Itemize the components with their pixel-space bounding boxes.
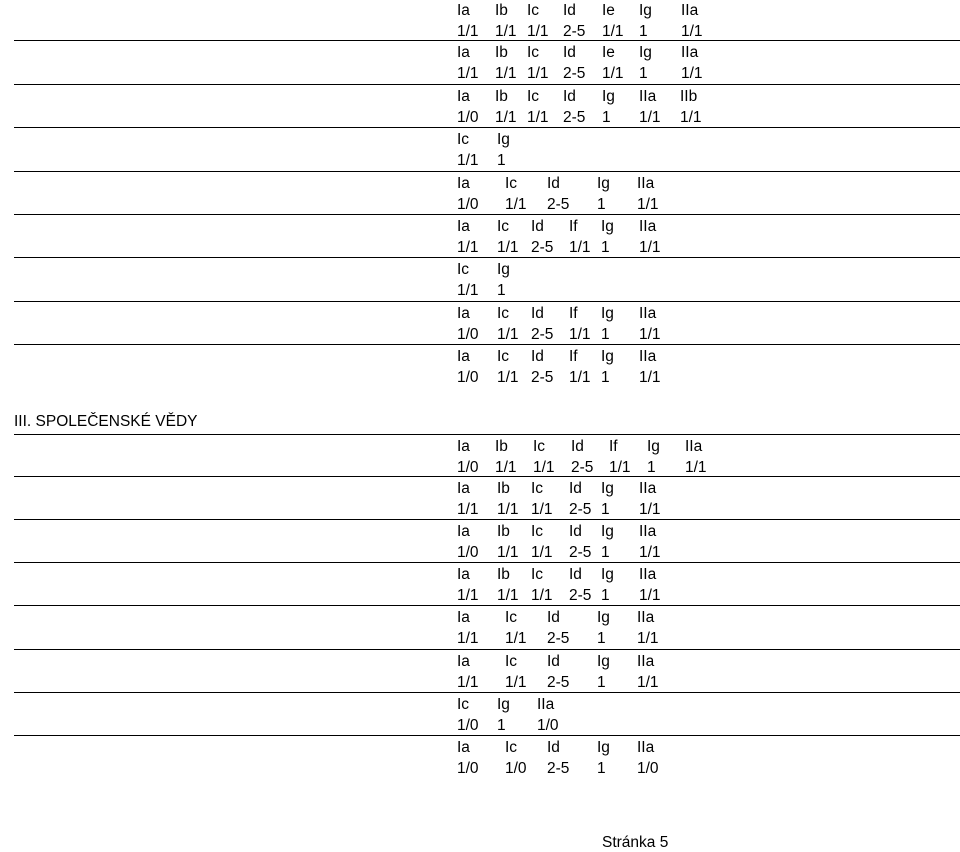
study-form-code: Id bbox=[569, 523, 582, 540]
study-form-values bbox=[0, 585, 960, 606]
study-form-code: Ig bbox=[601, 480, 614, 497]
row-divider bbox=[14, 344, 960, 345]
study-form-value: 1/1 bbox=[685, 459, 707, 476]
study-form-code: Id bbox=[547, 609, 560, 626]
study-form-value: 2-5 bbox=[563, 109, 586, 126]
study-form-code: Id bbox=[531, 305, 544, 322]
study-form-value: 1 bbox=[597, 674, 606, 691]
study-form-values bbox=[0, 63, 960, 84]
study-form-code: Ib bbox=[495, 88, 508, 105]
study-form-value: 1/1 bbox=[569, 326, 591, 343]
study-forms bbox=[0, 129, 960, 150]
study-form-value: 1/1 bbox=[505, 196, 527, 213]
study-form-code: IIa bbox=[639, 305, 657, 322]
study-form-value: 1/0 bbox=[457, 544, 479, 561]
study-form-value: 1/1 bbox=[569, 239, 591, 256]
study-form-code: If bbox=[569, 305, 578, 322]
study-form-values bbox=[0, 21, 960, 42]
study-form-code: IIb bbox=[680, 88, 698, 105]
study-form-value: 1/1 bbox=[457, 587, 479, 604]
study-form-code: Ig bbox=[639, 2, 652, 19]
study-forms bbox=[0, 0, 960, 21]
section-heading: III. SPOLEČENSKÉ VĚDY bbox=[14, 413, 198, 430]
study-form-code: Ia bbox=[457, 480, 470, 497]
study-form-value: 2-5 bbox=[571, 459, 594, 476]
study-form-code: IIa bbox=[637, 609, 655, 626]
study-form-value: 1/1 bbox=[495, 109, 517, 126]
study-form-value: 1/0 bbox=[457, 369, 479, 386]
study-form-value: 1/1 bbox=[457, 630, 479, 647]
page-footer: Stránka 5 bbox=[602, 834, 669, 851]
row-divider bbox=[14, 301, 960, 302]
study-form-code: Ib bbox=[497, 523, 510, 540]
study-form-value: 1 bbox=[601, 326, 610, 343]
study-form-code: Ic bbox=[531, 523, 544, 540]
study-form-value: 1 bbox=[639, 23, 648, 40]
study-form-value: 1/1 bbox=[505, 630, 527, 647]
study-form-value: 1 bbox=[601, 501, 610, 518]
study-form-value: 1 bbox=[497, 282, 506, 299]
study-form-value: 1/1 bbox=[639, 239, 661, 256]
study-form-values bbox=[0, 107, 960, 128]
study-form-values bbox=[0, 542, 960, 563]
study-form-code: Ig bbox=[497, 261, 510, 278]
study-form-values bbox=[0, 280, 960, 301]
study-form-value: 1/1 bbox=[531, 587, 553, 604]
study-form-code: Ia bbox=[457, 44, 470, 61]
row-divider bbox=[14, 649, 960, 650]
study-forms bbox=[0, 521, 960, 542]
study-form-code: IIa bbox=[685, 438, 703, 455]
study-form-code: IIa bbox=[639, 523, 657, 540]
study-form-value: 2-5 bbox=[569, 587, 592, 604]
study-form-code: Ig bbox=[597, 175, 610, 192]
study-form-code: Ic bbox=[497, 218, 510, 235]
study-form-code: Ig bbox=[601, 348, 614, 365]
study-form-code: Ic bbox=[457, 131, 470, 148]
study-form-value: 1/1 bbox=[639, 544, 661, 561]
study-forms bbox=[0, 173, 960, 194]
study-form-values bbox=[0, 457, 960, 478]
study-form-value: 1 bbox=[597, 760, 606, 777]
study-form-value: 1/0 bbox=[457, 326, 479, 343]
study-form-value: 1/1 bbox=[639, 326, 661, 343]
study-forms bbox=[0, 694, 960, 715]
study-form-value: 1/1 bbox=[531, 544, 553, 561]
study-form-value: 1/1 bbox=[457, 674, 479, 691]
study-form-values bbox=[0, 367, 960, 388]
row-divider bbox=[14, 84, 960, 85]
study-form-code: Ig bbox=[602, 88, 615, 105]
study-form-code: Ie bbox=[602, 44, 615, 61]
study-form-value: 2-5 bbox=[563, 65, 586, 82]
study-form-value: 1/1 bbox=[637, 196, 659, 213]
study-form-code: Ic bbox=[531, 566, 544, 583]
study-form-value: 1/1 bbox=[527, 23, 549, 40]
study-form-code: Ic bbox=[527, 88, 540, 105]
study-form-code: Ic bbox=[505, 653, 518, 670]
study-forms bbox=[0, 651, 960, 672]
study-form-value: 1 bbox=[597, 630, 606, 647]
study-form-code: Id bbox=[569, 566, 582, 583]
row-divider bbox=[14, 519, 960, 520]
study-form-value: 2-5 bbox=[563, 23, 586, 40]
study-form-code: IIa bbox=[639, 218, 657, 235]
study-form-code: If bbox=[609, 438, 618, 455]
study-form-value: 1/1 bbox=[457, 239, 479, 256]
row-divider bbox=[14, 171, 960, 172]
study-form-value: 1/1 bbox=[569, 369, 591, 386]
study-form-value: 2-5 bbox=[531, 326, 554, 343]
study-form-value: 1/1 bbox=[457, 23, 479, 40]
study-form-value: 1/1 bbox=[497, 587, 519, 604]
study-form-value: 1/1 bbox=[497, 326, 519, 343]
study-forms bbox=[0, 737, 960, 758]
study-form-values bbox=[0, 499, 960, 520]
study-form-value: 2-5 bbox=[531, 369, 554, 386]
study-form-code: Ib bbox=[495, 44, 508, 61]
study-form-value: 1/0 bbox=[457, 196, 479, 213]
study-form-code: Ib bbox=[495, 438, 508, 455]
study-form-value: 1/1 bbox=[457, 501, 479, 518]
study-forms bbox=[0, 607, 960, 628]
study-form-code: IIa bbox=[639, 88, 657, 105]
study-form-value: 1/1 bbox=[602, 65, 624, 82]
study-form-code: Ig bbox=[601, 305, 614, 322]
study-forms bbox=[0, 42, 960, 63]
study-form-value: 2-5 bbox=[531, 239, 554, 256]
study-form-value: 1/1 bbox=[637, 630, 659, 647]
study-form-code: IIa bbox=[639, 348, 657, 365]
study-form-code: IIa bbox=[537, 696, 555, 713]
study-form-value: 1/0 bbox=[505, 760, 527, 777]
study-form-code: Ic bbox=[505, 739, 518, 756]
study-form-code: Ig bbox=[497, 131, 510, 148]
study-form-value: 1 bbox=[601, 239, 610, 256]
study-form-value: 1/0 bbox=[537, 717, 559, 734]
study-form-code: IIa bbox=[681, 2, 699, 19]
study-form-code: Ia bbox=[457, 438, 470, 455]
study-form-code: Ia bbox=[457, 218, 470, 235]
study-form-code: Ig bbox=[601, 566, 614, 583]
study-forms bbox=[0, 478, 960, 499]
study-form-value: 1/1 bbox=[497, 369, 519, 386]
study-form-code: Ig bbox=[639, 44, 652, 61]
study-form-value: 1/1 bbox=[527, 109, 549, 126]
study-form-value: 1 bbox=[497, 717, 506, 734]
study-form-code: Id bbox=[531, 348, 544, 365]
study-form-code: Ia bbox=[457, 739, 470, 756]
study-form-code: Ig bbox=[647, 438, 660, 455]
study-form-value: 1/1 bbox=[505, 674, 527, 691]
study-form-value: 1/1 bbox=[495, 459, 517, 476]
study-form-value: 1/1 bbox=[457, 282, 479, 299]
row-divider bbox=[14, 257, 960, 258]
study-form-value: 1/1 bbox=[457, 65, 479, 82]
study-form-value: 2-5 bbox=[547, 760, 570, 777]
study-form-values bbox=[0, 758, 960, 779]
study-form-value: 1 bbox=[601, 544, 610, 561]
study-form-value: 1/1 bbox=[527, 65, 549, 82]
study-form-values bbox=[0, 715, 960, 736]
study-form-code: Ic bbox=[505, 175, 518, 192]
study-form-value: 1/1 bbox=[457, 152, 479, 169]
study-form-code: Ie bbox=[602, 2, 615, 19]
study-form-code: Ig bbox=[497, 696, 510, 713]
study-form-code: Ic bbox=[457, 696, 470, 713]
study-form-value: 1/1 bbox=[533, 459, 555, 476]
row-divider bbox=[14, 434, 960, 435]
study-form-code: IIa bbox=[681, 44, 699, 61]
study-form-value: 1/1 bbox=[497, 501, 519, 518]
study-form-value: 1/1 bbox=[495, 65, 517, 82]
study-form-value: 1/1 bbox=[637, 674, 659, 691]
study-form-code: Ig bbox=[601, 218, 614, 235]
study-form-code: Ic bbox=[527, 2, 540, 19]
study-forms bbox=[0, 436, 960, 457]
study-form-code: Ic bbox=[457, 261, 470, 278]
study-form-code: Ia bbox=[457, 175, 470, 192]
study-form-value: 2-5 bbox=[569, 501, 592, 518]
study-form-values bbox=[0, 324, 960, 345]
study-form-value: 1/1 bbox=[495, 23, 517, 40]
study-form-code: Ia bbox=[457, 305, 470, 322]
study-form-code: Ib bbox=[497, 566, 510, 583]
study-form-code: If bbox=[569, 218, 578, 235]
study-form-code: Ig bbox=[597, 609, 610, 626]
study-form-code: If bbox=[569, 348, 578, 365]
study-form-value: 1/0 bbox=[637, 760, 659, 777]
study-form-code: Id bbox=[563, 44, 576, 61]
study-form-values bbox=[0, 672, 960, 693]
study-forms bbox=[0, 346, 960, 367]
study-form-code: Id bbox=[569, 480, 582, 497]
study-form-code: Ib bbox=[495, 2, 508, 19]
study-forms bbox=[0, 303, 960, 324]
study-form-code: IIa bbox=[637, 653, 655, 670]
study-form-value: 1/1 bbox=[639, 369, 661, 386]
row-divider bbox=[14, 476, 960, 477]
study-form-value: 1/1 bbox=[681, 65, 703, 82]
study-form-value: 1 bbox=[602, 109, 611, 126]
study-form-value: 2-5 bbox=[547, 674, 570, 691]
study-form-value: 1/1 bbox=[531, 501, 553, 518]
study-form-value: 1/1 bbox=[680, 109, 702, 126]
study-form-code: Id bbox=[547, 739, 560, 756]
study-form-code: Ib bbox=[497, 480, 510, 497]
study-form-code: IIa bbox=[637, 739, 655, 756]
study-form-value: 1/1 bbox=[639, 109, 661, 126]
study-form-value: 1/1 bbox=[639, 587, 661, 604]
study-form-value: 2-5 bbox=[547, 630, 570, 647]
study-form-values bbox=[0, 194, 960, 215]
study-form-value: 1/1 bbox=[609, 459, 631, 476]
study-form-code: Ig bbox=[597, 739, 610, 756]
study-form-code: Ic bbox=[505, 609, 518, 626]
study-form-code: Ia bbox=[457, 609, 470, 626]
study-form-value: 1/1 bbox=[602, 23, 624, 40]
study-form-code: Id bbox=[563, 2, 576, 19]
study-form-value: 1 bbox=[497, 152, 506, 169]
study-form-code: Id bbox=[547, 175, 560, 192]
study-form-value: 1/0 bbox=[457, 717, 479, 734]
study-form-code: Ia bbox=[457, 566, 470, 583]
row-divider bbox=[14, 735, 960, 736]
study-form-code: Id bbox=[563, 88, 576, 105]
study-form-value: 1 bbox=[597, 196, 606, 213]
study-form-code: IIa bbox=[639, 480, 657, 497]
row-divider bbox=[14, 605, 960, 606]
study-form-code: Ic bbox=[531, 480, 544, 497]
study-form-code: Ia bbox=[457, 2, 470, 19]
study-form-value: 1 bbox=[601, 587, 610, 604]
study-form-value: 1/1 bbox=[681, 23, 703, 40]
study-form-value: 1/0 bbox=[457, 459, 479, 476]
study-forms bbox=[0, 86, 960, 107]
study-form-code: Id bbox=[547, 653, 560, 670]
study-form-code: Ia bbox=[457, 653, 470, 670]
study-form-value: 2-5 bbox=[547, 196, 570, 213]
row-divider bbox=[14, 214, 960, 215]
study-form-code: Id bbox=[571, 438, 584, 455]
study-forms bbox=[0, 259, 960, 280]
study-form-value: 1 bbox=[647, 459, 656, 476]
study-form-value: 1 bbox=[601, 369, 610, 386]
row-divider bbox=[14, 562, 960, 563]
study-form-code: IIa bbox=[637, 175, 655, 192]
study-form-code: Ia bbox=[457, 523, 470, 540]
row-divider bbox=[14, 692, 960, 693]
study-form-code: Ia bbox=[457, 88, 470, 105]
study-form-code: Ic bbox=[527, 44, 540, 61]
row-divider bbox=[14, 40, 960, 41]
study-form-code: Ig bbox=[597, 653, 610, 670]
study-forms bbox=[0, 216, 960, 237]
study-form-code: Ic bbox=[497, 305, 510, 322]
study-form-code: Id bbox=[531, 218, 544, 235]
study-form-code: Ia bbox=[457, 348, 470, 365]
study-form-values bbox=[0, 628, 960, 649]
study-form-value: 1/1 bbox=[497, 544, 519, 561]
study-form-code: Ig bbox=[601, 523, 614, 540]
study-forms bbox=[0, 564, 960, 585]
study-form-value: 1/0 bbox=[457, 760, 479, 777]
study-form-code: Ic bbox=[533, 438, 546, 455]
study-form-values bbox=[0, 150, 960, 171]
row-divider bbox=[14, 127, 960, 128]
study-form-value: 1/1 bbox=[497, 239, 519, 256]
study-form-code: IIa bbox=[639, 566, 657, 583]
study-form-value: 1 bbox=[639, 65, 648, 82]
study-form-value: 2-5 bbox=[569, 544, 592, 561]
study-form-code: Ic bbox=[497, 348, 510, 365]
study-form-values bbox=[0, 237, 960, 258]
study-form-value: 1/1 bbox=[639, 501, 661, 518]
study-form-value: 1/0 bbox=[457, 109, 479, 126]
